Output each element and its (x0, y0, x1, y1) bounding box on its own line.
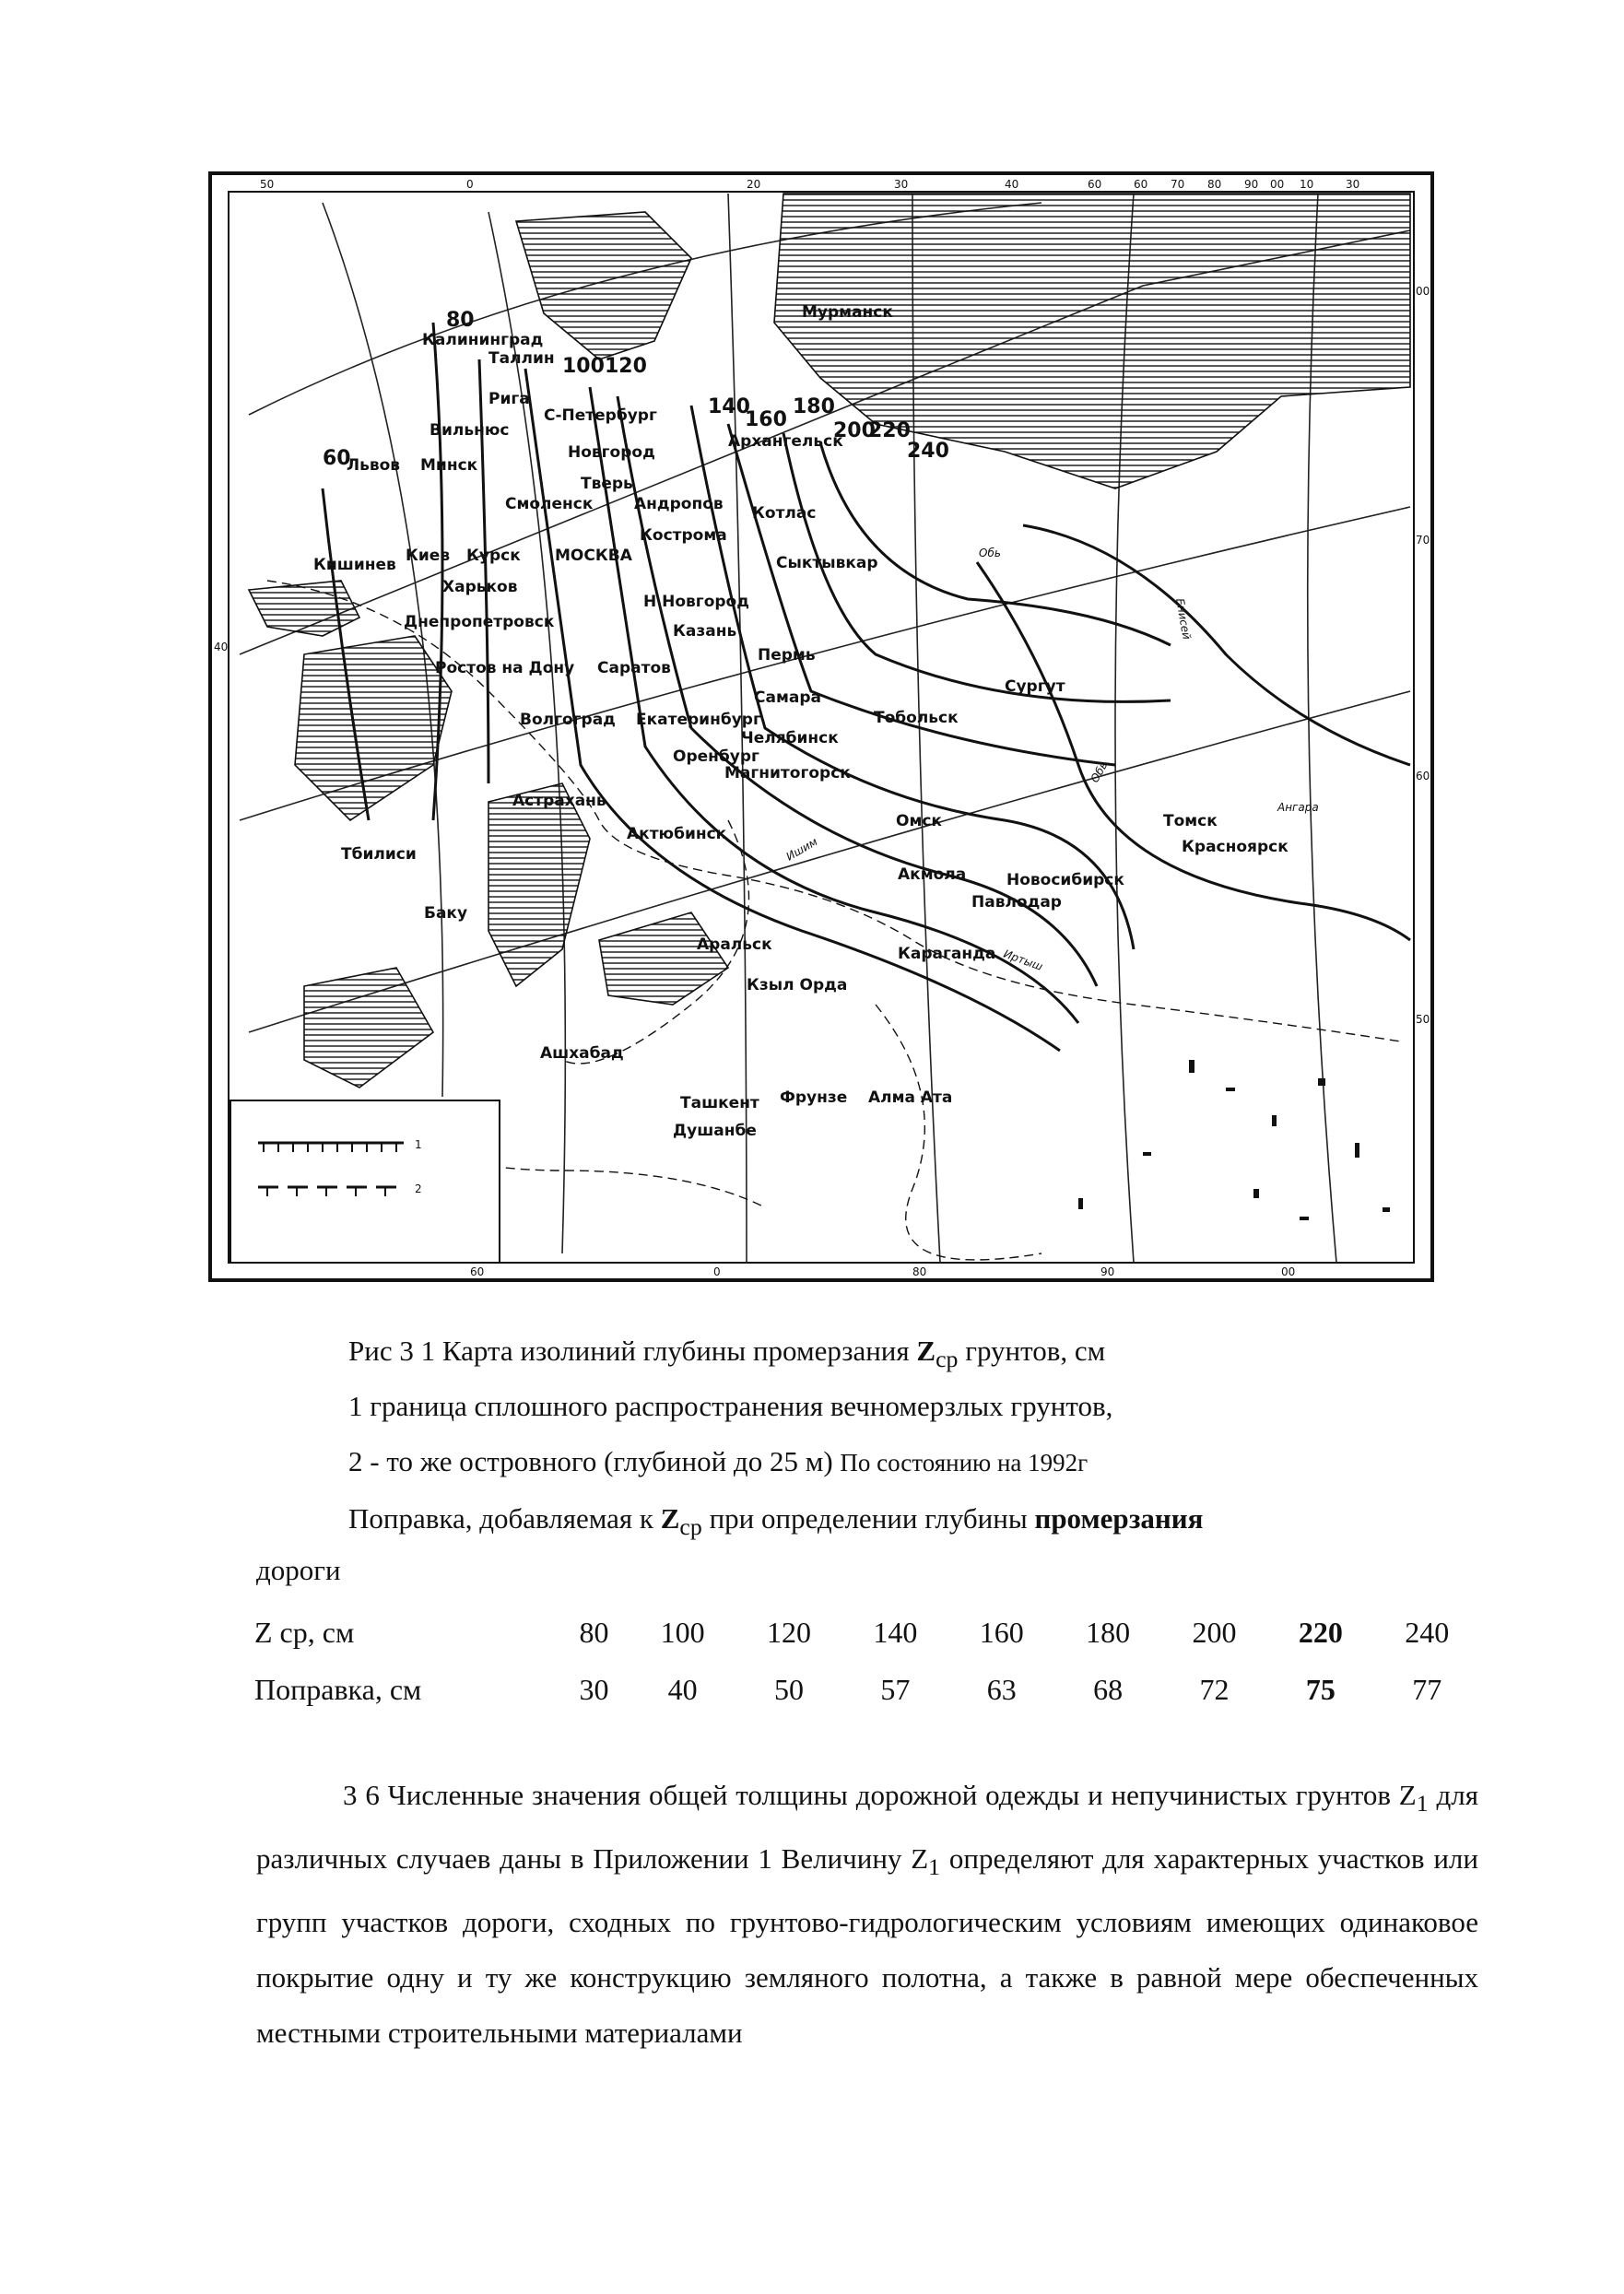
grid-label-left: 40 (214, 641, 229, 653)
table-cell: 40 (667, 1672, 698, 1706)
city-label: Рига (488, 390, 530, 408)
table-row (254, 1661, 1480, 1718)
city-label: Тверь (581, 475, 633, 493)
intro-text: при определении глубины (701, 1502, 1035, 1535)
city-label: Волгоград (520, 711, 616, 729)
table-cell: 120 (766, 1615, 811, 1649)
isoline-label: 80 (446, 309, 475, 332)
city-label: Сургут (1005, 677, 1065, 696)
table-cell: 68 (1093, 1672, 1124, 1706)
table-cell: 220 (1298, 1615, 1343, 1649)
city-label: Астрахань (512, 792, 606, 810)
isoline-label: 140 (708, 395, 750, 418)
grid-label-bottom: 90 (1100, 1265, 1115, 1278)
city-label: Челябинск (741, 729, 839, 747)
city-label: Магнитогорск (724, 764, 851, 782)
intro-text: Поправка, добавляемая к (348, 1502, 661, 1535)
city-label: Екатеринбург (636, 711, 761, 729)
correction-intro (348, 1502, 1475, 1541)
city-label: Харьков (442, 578, 518, 596)
city-label: Акмола (898, 865, 967, 884)
city-label: Н Новгород (643, 593, 749, 611)
paragraph-segment: для различных случаев даны в Приложении 1 Величину Z (256, 1779, 1478, 1876)
river-label: Енисей (1173, 597, 1194, 641)
table-cell: 50 (773, 1672, 804, 1706)
grid-label-bottom: 0 (713, 1265, 721, 1278)
grid-label-top: 30 (894, 178, 909, 191)
paragraph-subscript: 1 (1416, 1790, 1429, 1818)
grid-label-top: 40 (1005, 178, 1019, 191)
grid-label-top: 90 (1244, 178, 1259, 191)
paragraph-text (256, 1768, 1478, 2061)
city-label: Оренбург (673, 747, 759, 766)
city-label: Ростов на Дону (435, 659, 575, 677)
grid-label-top: 10 (1300, 178, 1314, 191)
frost-depth-map (208, 171, 1434, 1282)
table-cell: 72 (1199, 1672, 1230, 1706)
isoline-label: 220 (868, 419, 911, 442)
grid-label-bottom: 00 (1281, 1265, 1296, 1278)
city-label: Новгород (568, 443, 655, 462)
table-cell: 77 (1412, 1672, 1442, 1706)
table-cell: 160 (979, 1615, 1024, 1649)
city-label: Новосибирск (1006, 871, 1124, 889)
table-cell: 80 (579, 1615, 609, 1649)
river-label: Обь (1088, 759, 1111, 785)
city-label: Алма Ата (868, 1088, 953, 1107)
body-paragraph (256, 1768, 1478, 2061)
grid-label-right: 00 (1416, 285, 1430, 298)
city-label: Омск (896, 812, 942, 830)
intro-bold: промерзания (1034, 1502, 1204, 1535)
isoline-label: 240 (907, 440, 949, 463)
city-label: Кострома (640, 526, 727, 545)
caption-date: По состоянию на 1992г (840, 1449, 1089, 1476)
intro-symbol: Z (660, 1502, 680, 1535)
isoline-label: 200 (833, 419, 876, 442)
table-cell: 240 (1405, 1615, 1450, 1649)
grid-label-top: 60 (1134, 178, 1148, 191)
table-cell: 30 (579, 1672, 609, 1706)
city-label: Саратов (597, 659, 671, 677)
city-label: Караганда (898, 945, 996, 963)
city-label: Аральск (697, 935, 772, 954)
city-label: Мурманск (802, 303, 893, 322)
city-label: Ашхабад (540, 1044, 624, 1063)
paragraph-segment: определяют для характерных участков или групп участков дороги, сходных по грунтово-гидрологическим условиям имеющих одинаковое покрытие одну и ту же конструкцию земляного полотна, а также в равной мере обеспеченных местными строительными материалами (256, 1842, 1478, 2050)
grid-label-bottom: 60 (470, 1265, 485, 1278)
table-cell: 180 (1086, 1615, 1131, 1649)
city-label: Тбилиси (341, 845, 417, 864)
table-row (254, 1604, 1480, 1661)
river-label: Ангара (1277, 801, 1319, 814)
paragraph-segment: 3 6 Численные значения общей толщины дорожной одежды и непучинистых грунтов Z (343, 1779, 1417, 1811)
table-cell: 57 (880, 1672, 911, 1706)
city-label: Тобольск (874, 709, 959, 727)
grid-label-top: 80 (1207, 178, 1222, 191)
legend-label-2: 2 (415, 1182, 422, 1195)
city-label: Красноярск (1182, 838, 1289, 856)
city-label: Таллин (488, 349, 555, 368)
city-label: Курск (466, 547, 521, 565)
city-label: Ташкент (680, 1094, 759, 1112)
city-label: Львов (347, 456, 401, 475)
correction-table (254, 1604, 1480, 1718)
city-label: Вильнюс (430, 421, 510, 440)
city-label: Актюбинск (627, 825, 727, 843)
city-label: МОСКВА (555, 547, 632, 565)
city-label: Днепропетровск (404, 613, 555, 631)
city-label: Андропов (634, 495, 724, 513)
caption-subscript: ср (936, 1346, 959, 1373)
city-label: Павлодар (971, 893, 1062, 912)
row-label: Поправка, см (254, 1672, 422, 1706)
city-label: Самара (754, 688, 821, 707)
city-label: Сыктывкар (776, 554, 878, 572)
table-cell: 200 (1192, 1615, 1237, 1649)
isoline-label: 60 (323, 447, 351, 470)
city-label: Смоленск (505, 495, 594, 513)
paragraph-subscript: 1 (928, 1853, 941, 1881)
table-cell: 140 (873, 1615, 918, 1649)
city-label: Душанбе (673, 1122, 757, 1140)
caption-text: грунтов, см (958, 1335, 1106, 1367)
grid-label-right: 50 (1416, 1013, 1430, 1026)
table-cell: 63 (986, 1672, 1017, 1706)
figure-caption (348, 1335, 1105, 1373)
caption-symbol: Z (916, 1335, 936, 1367)
river-label: Иртыш (1001, 947, 1045, 973)
city-label: Котлас (752, 504, 817, 523)
city-label: Архангельск (728, 432, 843, 451)
isoline-label: 180 (793, 395, 835, 418)
isoline-label: 100 (562, 355, 605, 378)
intro-subscript: ср (679, 1513, 702, 1541)
correction-intro-tail: дороги (256, 1554, 341, 1586)
city-label: С-Петербург (544, 406, 657, 425)
grid-label-bottom: 80 (912, 1265, 927, 1278)
city-label: Калининград (422, 331, 544, 349)
map-legend (230, 1100, 500, 1263)
isoline-label: 120 (605, 355, 647, 378)
river-label: Ишим (783, 835, 820, 864)
grid-label-top: 60 (1088, 178, 1102, 191)
table-cell: 75 (1305, 1672, 1336, 1706)
grid-label-top: 50 (260, 178, 275, 191)
city-label: Фрунзе (780, 1088, 848, 1107)
grid-label-top: 70 (1171, 178, 1185, 191)
grid-label-top: 00 (1270, 178, 1285, 191)
grid-label-top: 20 (747, 178, 761, 191)
city-label: Кишинев (313, 556, 396, 574)
city-label: Киев (406, 547, 451, 565)
city-label: Баку (424, 904, 468, 923)
grid-label-top: 30 (1346, 178, 1360, 191)
grid-label-top: 0 (466, 178, 474, 191)
caption-legend-2 (348, 1445, 1088, 1478)
isoline-label: 160 (745, 408, 787, 431)
row-label: Z ср, см (254, 1615, 355, 1649)
caption-text: Рис 3 1 Карта изолиний глубины промерзания (348, 1335, 917, 1367)
map-drawing (212, 175, 1430, 1278)
caption-text: 2 - то же островного (глубиной до 25 м) (348, 1445, 833, 1477)
legend-label-1: 1 (415, 1138, 422, 1151)
city-label: Кзыл Орда (747, 976, 848, 994)
grid-label-right: 70 (1416, 534, 1430, 547)
grid-label-right: 60 (1416, 770, 1430, 782)
caption-legend-1: 1 граница сплошного распространения вечномерзлых грунтов, (348, 1390, 1113, 1422)
city-label: Томск (1163, 812, 1218, 830)
city-label: Казань (673, 622, 737, 641)
river-label: Обь (979, 547, 1001, 559)
desert-marks (1078, 1060, 1390, 1220)
table-cell: 100 (660, 1615, 705, 1649)
city-label: Минск (420, 456, 478, 475)
city-label: Пермь (758, 646, 816, 665)
